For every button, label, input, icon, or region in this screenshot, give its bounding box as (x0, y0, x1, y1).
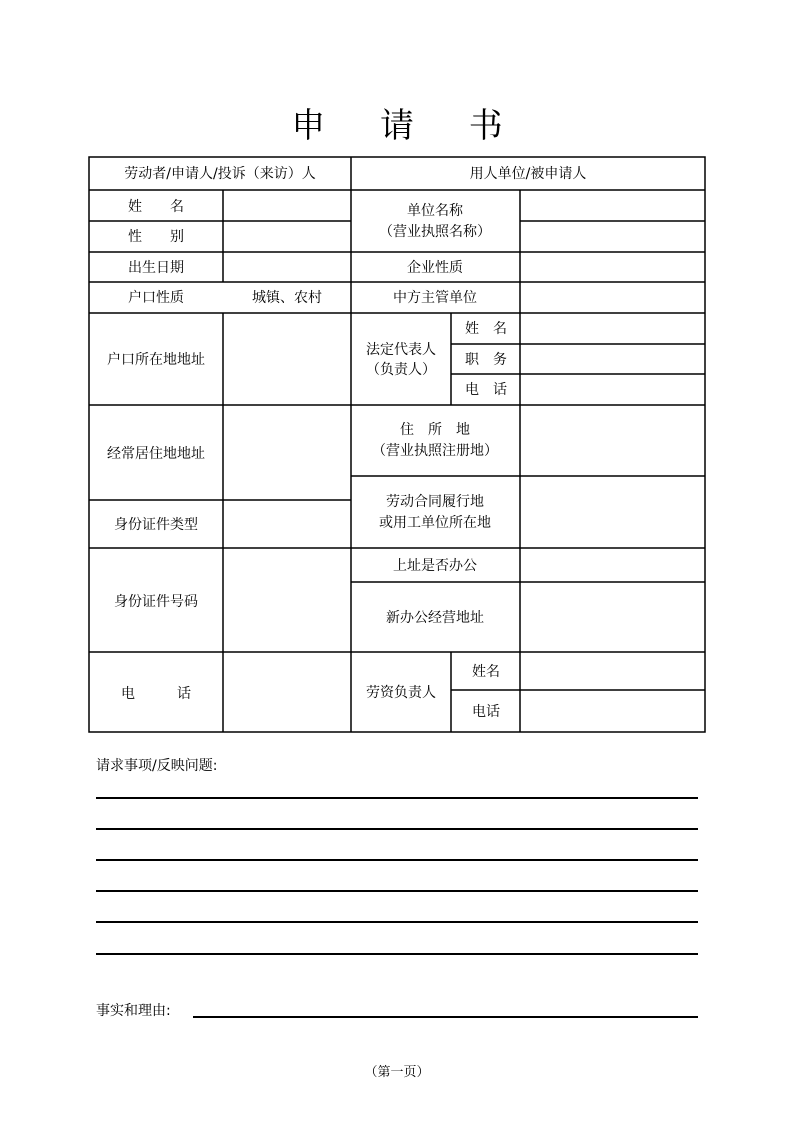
birth-date-label: 出生日期 (128, 260, 184, 276)
legal-rep-label: 法定代表人 (366, 342, 436, 358)
payroll-manager-label: 劳资负责人 (366, 685, 436, 701)
payroll-name-label: 姓名 (472, 664, 500, 680)
requests-line[interactable] (96, 953, 698, 955)
unit-name-sublabel: （营业执照名称） (379, 224, 491, 240)
applicant-section-header: 劳动者/申请人/投诉（来访）人 (124, 166, 316, 182)
requests-label: 请求事项/反映问题: (96, 758, 218, 774)
unit-name-label: 单位名称 (407, 203, 463, 219)
hukou-type-label: 户口性质 (128, 290, 184, 306)
domicile-label: 住 所 地 (400, 422, 470, 438)
contract-place-sublabel: 或用工单位所在地 (379, 515, 491, 531)
new-office-address-label: 新办公经营地址 (386, 610, 484, 626)
respondent-section-header: 用人单位/被申请人 (469, 166, 587, 182)
office-at-address-label: 上址是否办公 (393, 558, 477, 574)
rep-phone-label: 电 话 (465, 382, 507, 398)
facts-line[interactable] (193, 1016, 698, 1018)
requests-line[interactable] (96, 828, 698, 830)
page-number: （第一页） (364, 1065, 430, 1080)
id-type-label: 身份证件类型 (114, 517, 198, 533)
gender-label: 性 别 (128, 229, 184, 245)
residence-address-label: 经常居住地地址 (107, 446, 205, 462)
phone-label: 电 话 (121, 686, 191, 702)
facts-label: 事实和理由: (96, 1003, 171, 1019)
chinese-supervisor-label: 中方主管单位 (393, 290, 477, 306)
domicile-sublabel: （营业执照注册地） (372, 443, 498, 459)
id-number-label: 身份证件号码 (114, 594, 198, 610)
requests-line[interactable] (96, 797, 698, 799)
payroll-phone-label: 电话 (472, 704, 500, 720)
requests-line[interactable] (96, 890, 698, 892)
contract-place-label: 劳动合同履行地 (386, 494, 484, 510)
requests-line[interactable] (96, 859, 698, 861)
hukou-type-value: 城镇、农村 (252, 290, 322, 306)
requests-line[interactable] (96, 921, 698, 923)
legal-rep-sublabel: （负责人） (366, 362, 436, 378)
enterprise-type-label: 企业性质 (407, 260, 463, 276)
rep-name-label: 姓 名 (465, 321, 507, 337)
hukou-address-label: 户口所在地地址 (107, 352, 205, 368)
rep-title-label: 职 务 (465, 352, 507, 368)
page-title: 申 请 书 (291, 106, 525, 146)
name-label: 姓 名 (128, 199, 184, 215)
